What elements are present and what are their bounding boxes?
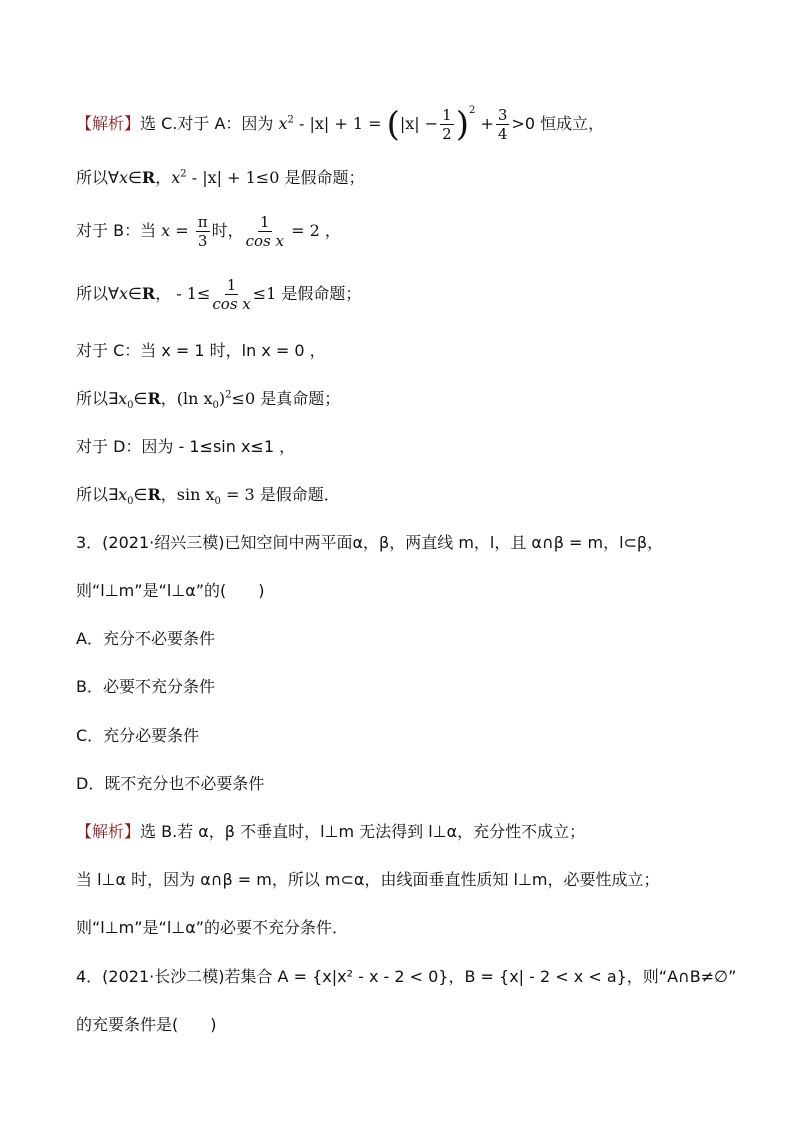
fraction-one-over-cos: $\frac{1}{\text{cos x}}$ <box>245 213 284 250</box>
fraction-one-half: $\frac{1}{2}$ <box>442 106 452 143</box>
solution-a-line1: 【解析】选 C.对于 A：因为 $x^2 - |x| + 1 = (|x|$ − $\frac{1}{2}$ )$^2$ + $\frac{3}{4}$ >0 恒成立， <box>76 104 605 145</box>
question3-solution-line3: 则“l⊥m”是“l⊥α”的必要不充分条件． <box>76 918 349 937</box>
solution-c-line1: 对于 C：当 x = 1 时，ln x = 0 ， <box>76 341 326 360</box>
question4-stem-line1: 4．(2021·长沙二模)若集合 A = {x|x² - x - 2 < 0}，B = {x| - 2 < x < a}，则“A∩B≠∅” <box>76 967 737 986</box>
question3-stem-line1: 3．(2021·绍兴三模)已知空间中两平面α，β，两直线 m，l，且 α∩β = m，l⊂β， <box>76 533 664 552</box>
fraction-one-over-cos-2: $\frac{1}{\text{cos x}}$ <box>212 276 251 313</box>
solution-a-line2: 所以∀x∈R，$x^2 - |x| + 1\le 0$ 是假命题； <box>76 168 365 187</box>
question3-option-c: C．充分必要条件 <box>76 726 200 745</box>
question3-option-a: A．充分不必要条件 <box>76 629 215 648</box>
solution-d-line1: 对于 D：因为 - 1≤sin x≤1 ， <box>76 437 296 456</box>
question3-solution-line2: 当 l⊥α 时，因为 α∩β = m，所以 m⊂α，由线面垂直性质知 l⊥m，必要性成立； <box>76 870 660 889</box>
analysis-tag: 【解析】 <box>76 822 141 841</box>
fraction-three-quarters: $\frac{3}{4}$ <box>497 106 508 143</box>
question3-stem-line2: 则“l⊥m”是“l⊥α”的( ) <box>76 581 265 600</box>
solution-c-line2: 所以$\exists x_0\in R$，(ln $x_0)^2\le 0$ 是真命题； <box>76 389 341 412</box>
question3-option-b: B．必要不充分条件 <box>76 677 215 696</box>
question3-option-d: D．既不充分也不必要条件 <box>76 774 265 793</box>
analysis-tag: 【解析】 <box>76 114 141 133</box>
solution-d-line2: 所以$\exists x_0\in R$，$\sin x_0 = 3$ 是假命题． <box>76 485 340 508</box>
solution-b-line2: 所以∀x∈R， - 1≤ $\frac{1}{\text{cos x}}$ ≤1 是假命题； <box>76 276 362 313</box>
fraction-pi-over-3: $\frac{\pi}{3}$ <box>197 213 208 250</box>
question4-stem-line2: 的充要条件是( ) <box>76 1015 217 1034</box>
solution-b-line1: 对于 B：当 x = $\frac{\pi}{3}$ 时， $\frac{1}{\text{cos x}}$ = 2 ， <box>76 213 341 250</box>
question3-solution-line1: 【解析】选 B.若 α，β 不垂直时，l⊥m 无法得到 l⊥α，充分性不成立； <box>76 822 586 841</box>
